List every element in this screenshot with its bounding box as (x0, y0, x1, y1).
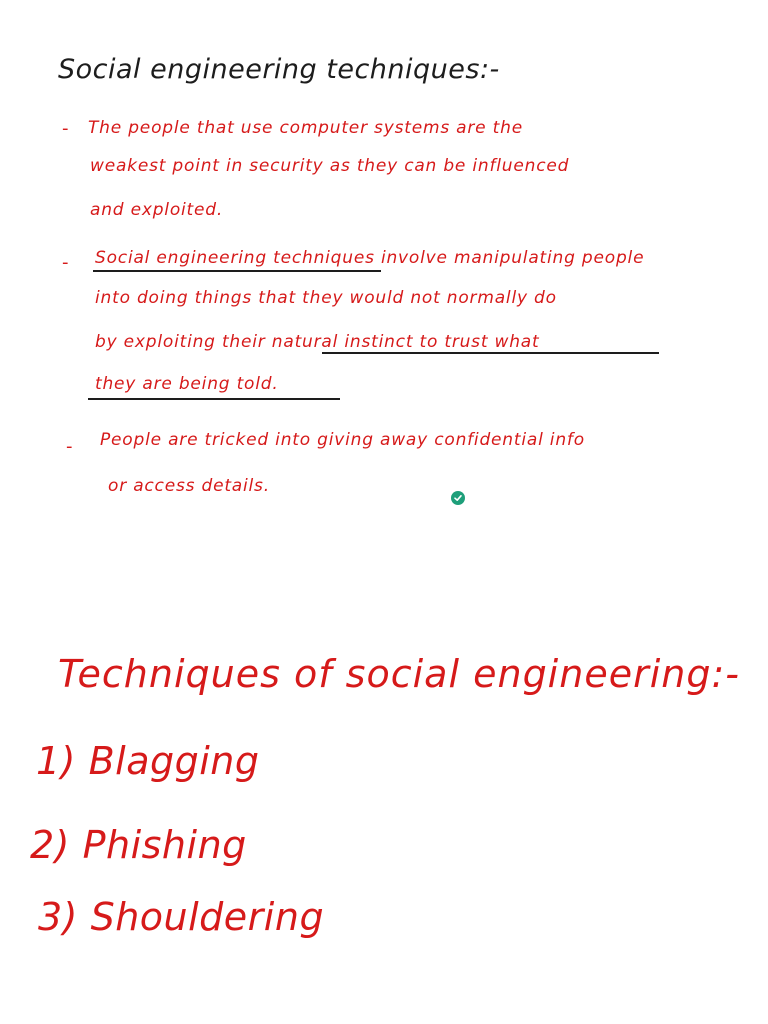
bullet-1-line-1: The people that use computer systems are the (88, 118, 523, 138)
bullet-dash: - (62, 118, 69, 139)
underline-natural-instinct (322, 352, 659, 354)
notes-heading: Social engineering techniques:- (58, 54, 500, 85)
bullet-2-line-1: Social engineering techniques involve manipulating people (95, 248, 645, 268)
techniques-heading: Techniques of social engineering:- (58, 652, 740, 696)
check-circle-icon (451, 491, 465, 505)
bullet-1-line-3: and exploited. (90, 200, 224, 220)
bullet-3-line-2: or access details. (108, 476, 270, 496)
bullet-1-line-2: weakest point in security as they can be influenced (90, 156, 570, 176)
bullet-3-line-1: People are tricked into giving away confidential info (100, 430, 585, 450)
bullet-dash: - (66, 436, 73, 457)
technique-item-3: 3) Shouldering (38, 895, 325, 939)
bullet-2-line-4: they are being told. (95, 374, 279, 394)
underline-social-engineering-techniques (93, 270, 381, 272)
bullet-dash: - (62, 252, 69, 273)
bullet-2-line-2: into doing things that they would not normally do (95, 288, 557, 308)
technique-item-1: 1) Blagging (36, 739, 260, 783)
bullet-2-line-3: by exploiting their natural instinct to trust what (95, 332, 540, 352)
underline-being-told (88, 398, 340, 400)
technique-item-2: 2) Phishing (30, 823, 247, 867)
